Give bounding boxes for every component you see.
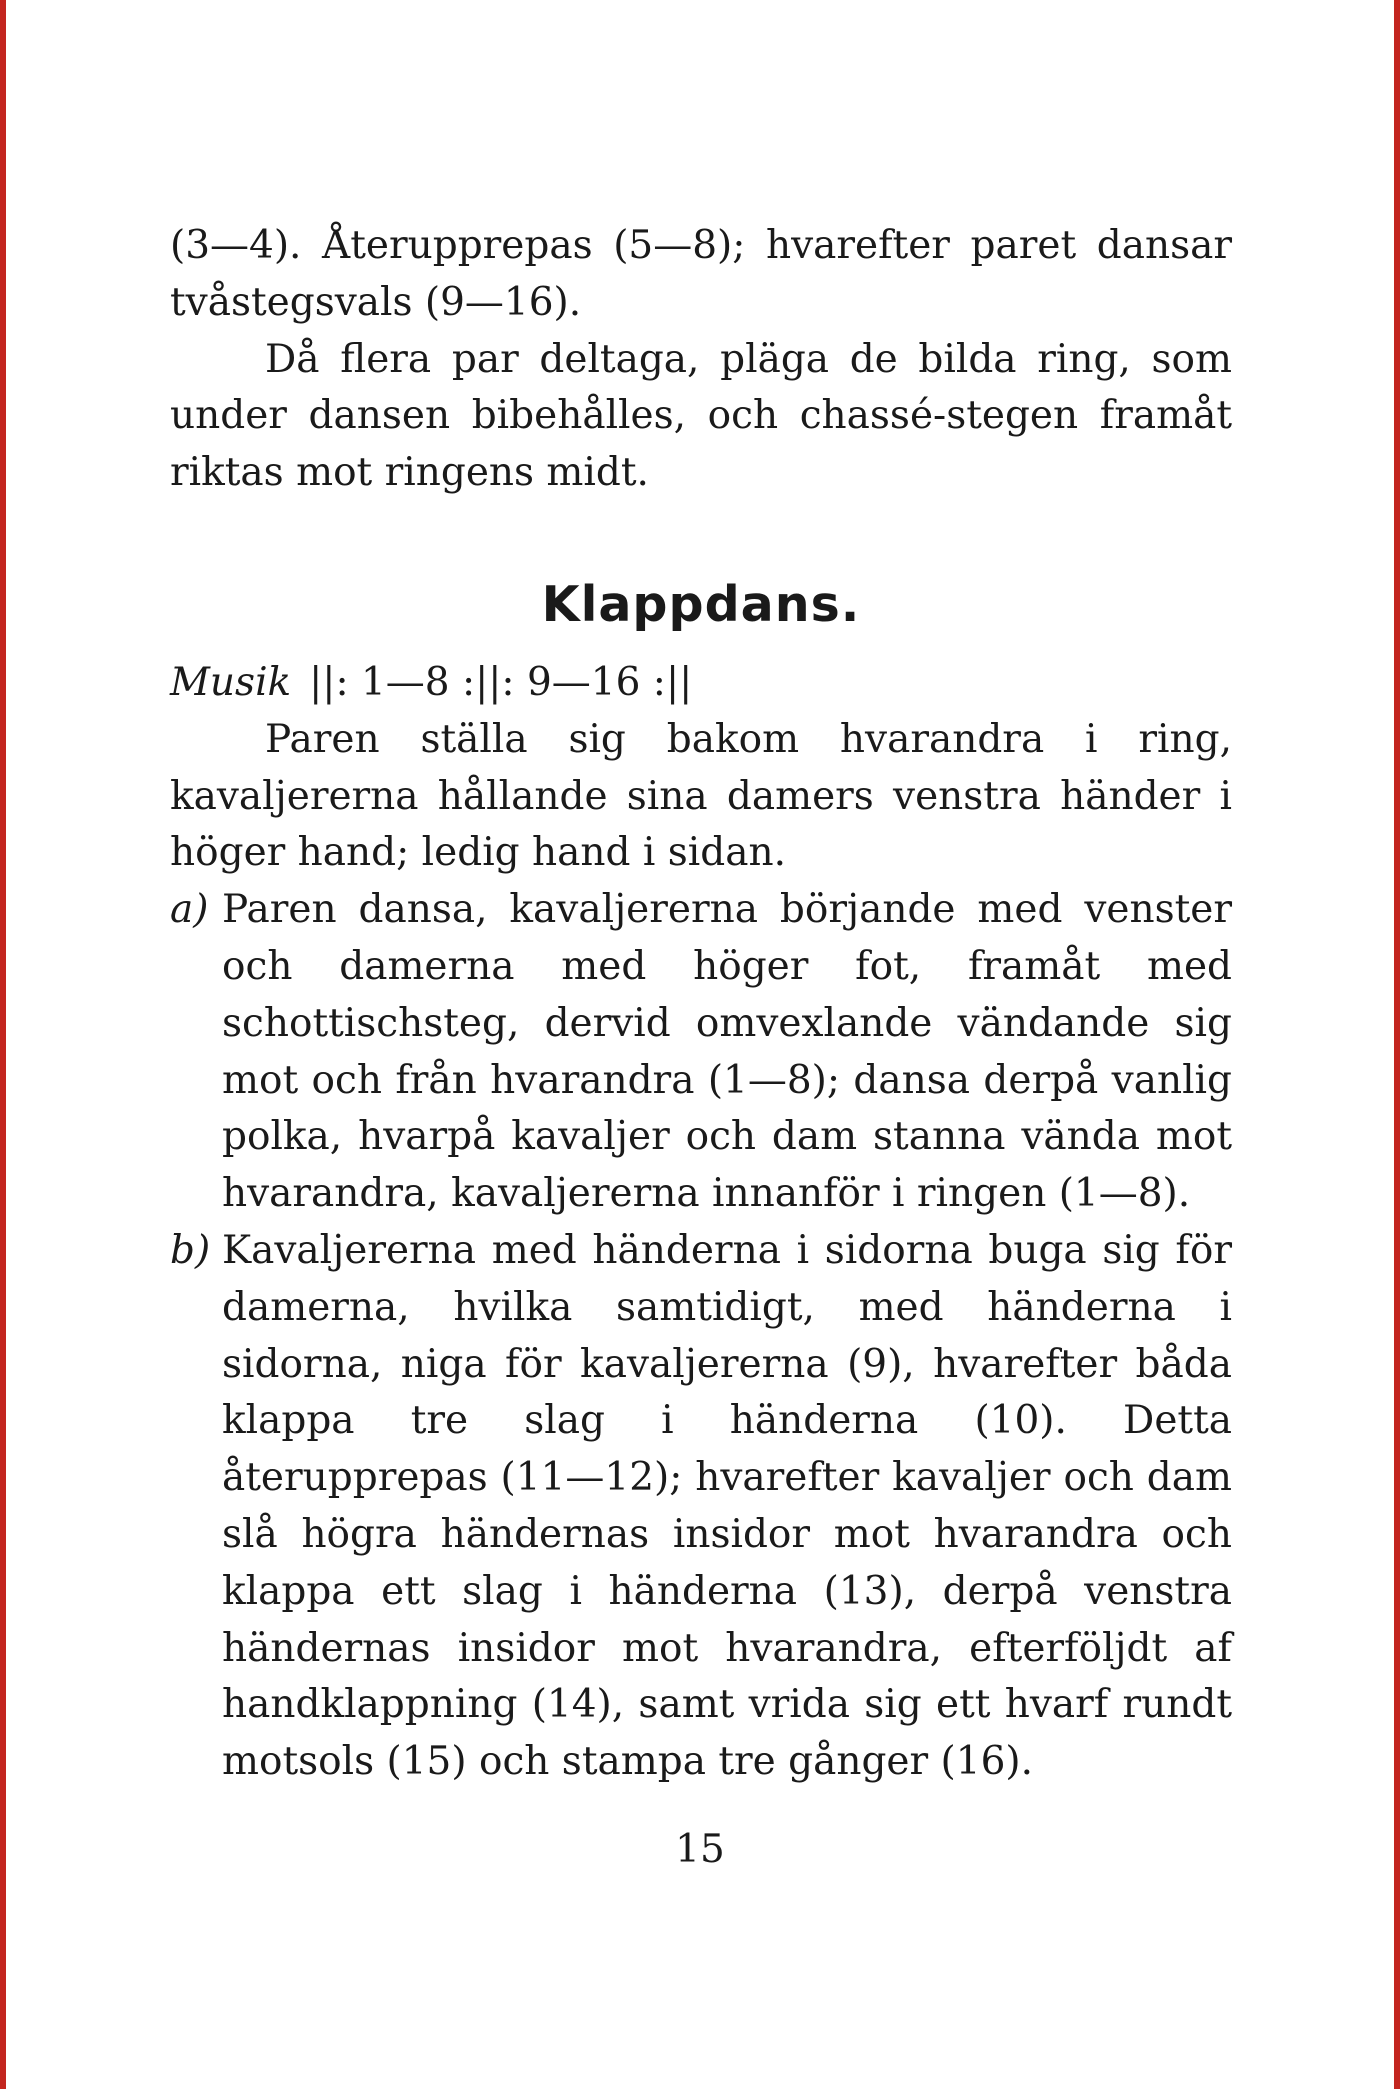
- music-notation: ||: 1—8 :||: 9—16 :||: [309, 659, 693, 705]
- list-marker-b: b): [170, 1227, 211, 1273]
- music-line: [170, 655, 1232, 712]
- page-edge-right: [1394, 0, 1400, 2089]
- list-marker-a: a): [170, 887, 209, 933]
- paragraph-continuation: (3—4). Återupprepas (5—8); hvarefter paret dansar tvåstegsvals (9—16).: [170, 223, 1232, 325]
- list-item-a: [170, 882, 1232, 1223]
- paragraph-ring-note: Då flera par deltaga, pläga de bilda ring, som under dansen bibehålles, och chassé-stegen framåt riktas mot ringens midt.: [170, 336, 1232, 496]
- list-text-a: Paren dansa, kavaljererna börjande med venster och damerna med höger fot, framåt med schottischsteg, dervid omvexlande vändande sig mot och från hvarandra (1—8); dansa derpå vanlig polka, hvarpå kavaljer och dam stanna vända mot hvarandra, kavaljererna innanför i ringen (1—8).: [222, 887, 1232, 1217]
- page-text: [170, 218, 1232, 1791]
- list-text-b: Kavaljererna med händerna i sidorna buga sig för damerna, hvilka samtidigt, med händerna i sidorna, niga för kavaljererna (9), hvarefter båda klappa tre slag i händerna (10). Detta återupprepas (11—12); hvarefter kavaljer och dam slå högra händernas insidor mot hvarandra och klappa ett slag i händerna (13), derpå venstra händernas insidor mot hvarandra, efterföljdt af handklappning (14), samt vrida sig ett hvarf rundt motsols (15) och stampa tre gånger (16).: [222, 1227, 1232, 1785]
- music-label: Musik: [170, 659, 292, 705]
- list-item-b: [170, 1223, 1232, 1791]
- paragraph-setup: Paren ställa sig bakom hvarandra i ring, kavaljererna hållande sina damers venstra händer i höger hand; ledig hand i sidan.: [170, 716, 1232, 876]
- page-number: 15: [675, 1827, 725, 1872]
- page-edge-left: [0, 0, 6, 2089]
- section-heading: Klappdans.: [541, 575, 861, 633]
